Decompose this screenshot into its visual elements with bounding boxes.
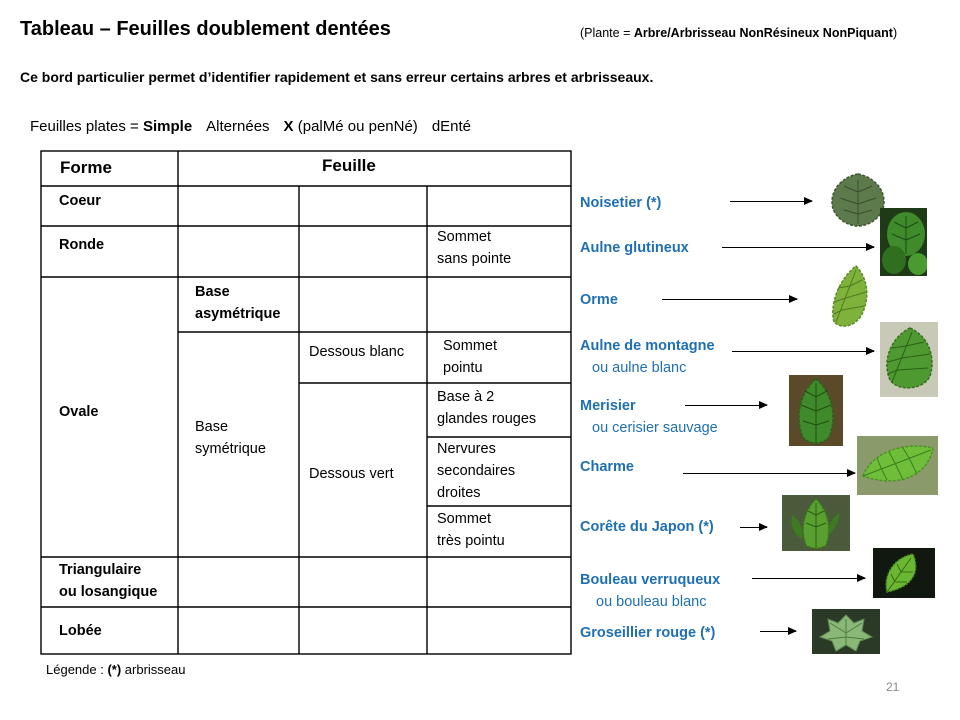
header-feuille: Feuille xyxy=(322,156,376,175)
photo-charme xyxy=(857,436,938,495)
arrow-icon xyxy=(662,299,797,300)
leaf-icon xyxy=(812,609,880,654)
tree-name: Corête du Japon (*) xyxy=(580,519,714,535)
leaf-icon xyxy=(880,322,938,397)
legend-code: (*) xyxy=(107,662,122,677)
identification-table xyxy=(40,150,572,655)
tree-charme xyxy=(580,456,634,478)
cell-sommet-pointu: Sommet pointu xyxy=(443,338,497,376)
cell-ovale: Ovale xyxy=(59,404,99,420)
tree-alt-name: ou bouleau blanc xyxy=(596,594,707,610)
subtitle: Ce bord particulier permet d’identifier rapidement et sans erreur certains arbres et arbrisseaux. xyxy=(20,69,654,85)
cell-dessous-blanc: Dessous blanc xyxy=(309,344,405,360)
tree-name: Noisetier (*) xyxy=(580,195,662,211)
photo-aulne-glutineux xyxy=(880,208,927,276)
arrow-icon xyxy=(740,527,767,528)
tree-alt-name: ou cerisier sauvage xyxy=(592,420,718,436)
tree-merisier xyxy=(580,395,718,439)
arrow-icon xyxy=(732,351,874,352)
cell-lobee: Lobée xyxy=(59,623,102,639)
photo-merisier xyxy=(789,375,843,446)
photo-orme xyxy=(828,264,872,330)
photo-corete xyxy=(782,495,850,551)
cell-base-glandes: Base à 2 glandes rouges xyxy=(437,389,537,427)
cell-coeur: Coeur xyxy=(59,193,101,209)
leaf-icon xyxy=(857,436,938,495)
page-title: Tableau – Feuilles doublement dentées xyxy=(20,18,391,40)
tree-name: Aulne glutineux xyxy=(580,240,689,256)
tree-name: Bouleau verruqueux xyxy=(580,572,721,588)
leaf-criteria xyxy=(30,118,471,135)
criteria-alternate: Alternées xyxy=(206,118,270,135)
header-forme: Forme xyxy=(60,158,112,177)
leaf-icon xyxy=(789,375,843,446)
leaf-icon xyxy=(828,264,872,330)
tree-aulne-glutineux xyxy=(580,237,689,259)
tree-noisetier xyxy=(580,192,661,214)
tree-groseillier xyxy=(580,622,715,644)
arrow-icon xyxy=(722,247,874,248)
tree-name: Orme xyxy=(580,292,618,308)
plant-filter-close: ) xyxy=(892,26,898,40)
cell-base-asymetrique: Base asymétrique xyxy=(195,284,281,322)
cell-triangulaire: Triangulaire ou losangique xyxy=(59,562,158,600)
legend-meaning: arbrisseau xyxy=(121,662,186,677)
arrow-icon xyxy=(683,473,855,474)
criteria-palme: (palMé ou penNé) xyxy=(297,118,418,135)
criteria-dente: dEnté xyxy=(431,118,472,135)
arrow-icon xyxy=(730,201,812,202)
leaf-icon xyxy=(873,548,935,598)
leaf-icon xyxy=(782,495,850,551)
cell-ronde: Ronde xyxy=(59,237,105,253)
cell-base-symetrique: Base symétrique xyxy=(195,419,266,457)
plant-filter-value: Arbre/Arbrisseau NonRésineux NonPiquant xyxy=(633,26,893,40)
page-number: 21 xyxy=(886,680,900,694)
leaf-icon xyxy=(828,170,888,228)
photo-aulne-montagne xyxy=(880,322,938,397)
tree-name: Groseillier rouge (*) xyxy=(580,625,716,641)
plant-filter xyxy=(580,26,897,40)
photo-groseillier xyxy=(812,609,880,654)
tree-alt-name: ou aulne blanc xyxy=(592,360,687,376)
photo-noisetier xyxy=(828,170,888,228)
cell-sommet-sans-pointe: Sommet sans pointe xyxy=(437,229,512,267)
arrow-icon xyxy=(685,405,767,406)
tree-name: Aulne de montagne xyxy=(580,338,715,354)
cell-dessous-vert: Dessous vert xyxy=(309,466,394,482)
tree-name: Charme xyxy=(580,459,634,475)
criteria-x: X xyxy=(283,118,294,135)
arrow-icon xyxy=(752,578,865,579)
criteria-flat: Feuilles plates = xyxy=(30,118,143,135)
plant-filter-open: (Plante = xyxy=(580,26,634,40)
legend-label: Légende : xyxy=(46,662,108,677)
photo-bouleau xyxy=(873,548,935,598)
leaf-icon xyxy=(880,208,927,276)
cell-nervures: Nervures secondaires droites xyxy=(437,441,516,501)
cell-sommet-tres-pointu: Sommet très pointu xyxy=(437,511,505,549)
tree-orme xyxy=(580,289,618,311)
criteria-simple: Simple xyxy=(142,118,193,135)
tree-aulne-montagne xyxy=(580,335,715,379)
tree-bouleau xyxy=(580,569,720,613)
tree-name: Merisier xyxy=(580,398,636,414)
tree-corete xyxy=(580,516,714,538)
arrow-icon xyxy=(760,631,796,632)
legend xyxy=(46,662,185,677)
